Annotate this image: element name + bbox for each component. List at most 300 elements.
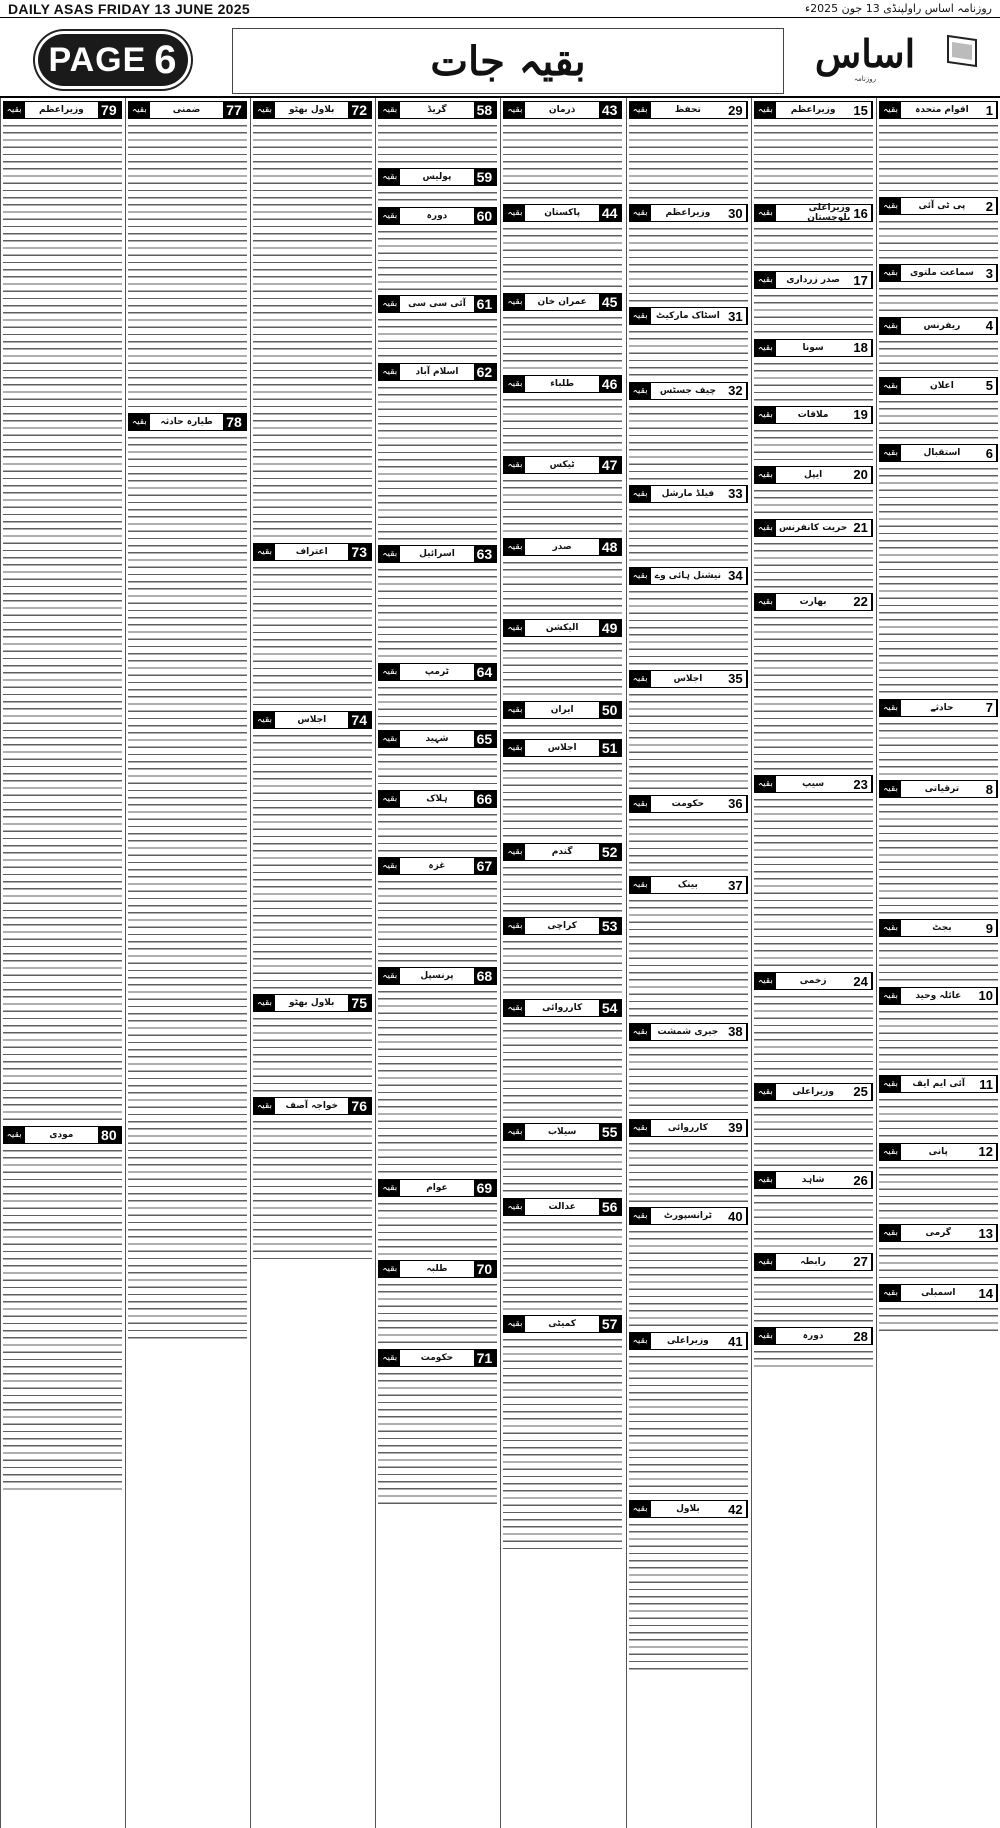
continuation-number: 26 [850,1172,871,1188]
continuation-title: ایپل [804,469,823,480]
continuation-text [3,1146,122,1492]
continuation-number: 18 [850,340,871,356]
baqiya-label: بقیہ [755,594,776,610]
top-dateline [0,0,1000,18]
baqiya-label: بقیہ [880,445,901,461]
urdu-date-line: روزنامہ اساس راولپنڈی 13 جون 2025ء [804,2,992,15]
continuation-title: عوام [426,1182,448,1193]
continuation-title: ملاقات [797,409,829,420]
continuations-grid [0,96,1000,1828]
continuation-title: سونا [802,342,824,353]
continuation-24 [754,972,873,1078]
continuation-number: 29 [725,102,746,118]
continuation-title: گریڈ [427,105,447,115]
continuation-title: حکومت [671,798,705,809]
continuation-header [503,204,622,222]
continuation-header [629,1207,748,1225]
continuation-number: 54 [599,1000,622,1016]
continuation-number: 52 [599,844,622,860]
continuation-title: طیارہ حادثہ [160,417,213,427]
continuation-number: 11 [976,1076,997,1092]
continuation-5 [879,377,998,440]
continuation-text [503,1143,622,1193]
continuation-text [503,1019,622,1120]
continuation-title: اسلام آباد [415,366,459,377]
continuation-text [754,1347,873,1369]
continuation-header [879,987,998,1005]
continuation-6 [879,444,998,694]
continuation-number: 7 [983,700,997,716]
baqiya-label: بقیہ [880,988,901,1004]
continuation-19 [754,406,873,462]
continuation-text [378,810,497,853]
continuation-38 [629,1023,748,1115]
continuation-header [629,670,748,688]
continuation-header [378,1260,497,1278]
continuation-title: جیری شمشت [657,1026,719,1037]
continuation-39 [629,1119,748,1204]
continuation-text [629,1352,748,1496]
continuation-text [253,121,372,539]
baqiya-label: بقیہ [504,294,525,310]
continuation-number: 8 [983,781,997,797]
continuation-title: کارروائی [542,1002,583,1013]
column-8 [0,98,124,1828]
continuation-76 [253,1097,372,1261]
continuation-70 [378,1260,497,1345]
continuation-number: 40 [725,1208,746,1224]
continuation-title: نیشنل ہائی وے [654,570,721,581]
continuation-28 [754,1327,873,1369]
continuation-78 [128,413,247,1340]
continuation-header [378,967,497,985]
continuation-number: 74 [348,712,371,728]
continuation-text [879,397,998,440]
continuation-title: ٹیکس [549,460,575,471]
continuation-text [3,121,122,1122]
continuation-title: بلاول بھٹو [289,997,335,1008]
continuation-number: 10 [976,988,997,1004]
continuation-header [629,876,748,894]
column-4 [500,98,624,1828]
continuation-title: حکومت [420,1352,454,1363]
continuation-number: 30 [725,205,746,221]
continuation-title: آئی ایم ایف [912,1079,965,1090]
continuation-title: اجلاس [297,714,327,725]
continuation-41 [629,1332,748,1496]
continuation-header [879,197,998,215]
continuation-text [503,224,622,289]
continuation-text [503,1218,622,1312]
baqiya-label: بقیہ [880,102,901,118]
continuation-number: 6 [983,445,997,461]
continuation-header [503,701,622,719]
newspaper-logo [790,26,940,92]
continuation-57 [503,1315,622,1551]
baqiya-label: بقیہ [254,544,275,560]
continuation-header [378,790,497,808]
continuation-text [503,395,622,453]
continuation-title: اسرائیل [419,548,455,559]
baqiya-label: بقیہ [630,205,651,221]
continuation-title: اعلان [930,380,954,391]
continuation-60 [378,207,497,292]
continuation-number: 2 [983,198,997,214]
baqiya-label: بقیہ [379,664,400,680]
continuation-75 [253,994,372,1093]
continuation-header [629,567,748,585]
continuation-52 [503,843,622,913]
continuation-header [503,375,622,393]
continuation-text [378,565,497,659]
continuation-text [503,121,622,200]
continuation-text [378,1280,497,1345]
continuation-title: سیلاب [547,1127,577,1138]
baqiya-label: بقیہ [379,546,400,562]
continuation-1 [879,101,998,193]
continuation-text [754,613,873,771]
baqiya-label: بقیہ [880,1144,901,1160]
baqiya-label: بقیہ [504,102,525,118]
continuation-number: 35 [725,671,746,687]
continuation-title: وزیراعلی [667,1336,709,1347]
continuation-79 [3,101,122,1122]
continuation-header [754,775,873,793]
continuation-text [503,313,622,371]
continuation-65 [378,730,497,786]
continuation-title: کمیٹی [548,1319,577,1330]
continuation-title: چیف جسٹس [659,385,716,396]
continuation-number: 19 [850,407,871,423]
continuation-58 [378,101,497,164]
continuation-text [503,759,622,838]
continuation-73 [253,543,372,707]
page-number: 6 [154,37,178,82]
continuation-10 [879,987,998,1072]
continuation-text [629,224,748,303]
continuation-number: 43 [599,102,622,118]
baqiya-label: بقیہ [254,995,275,1011]
continuation-text [503,476,622,534]
continuation-header [754,1327,873,1345]
continuation-43 [503,101,622,200]
continuation-number: 42 [725,1501,746,1517]
baqiya-label: بقیہ [630,1024,651,1040]
baqiya-label: بقیہ [504,1316,525,1332]
baqiya-label: بقیہ [630,568,651,584]
column-6 [250,98,374,1828]
continuation-header [378,545,497,563]
continuation-22 [754,593,873,771]
continuation-title: پانی [928,1146,948,1157]
continuation-62 [378,363,497,541]
continuation-header [503,917,622,935]
baqiya-label: بقیہ [630,796,651,812]
continuation-text [754,992,873,1078]
continuation-number: 33 [725,486,746,502]
continuation-number: 51 [599,740,622,756]
continuation-37 [629,876,748,1018]
continuation-text [754,1191,873,1249]
continuation-text [503,721,622,735]
baqiya-label: بقیہ [755,340,776,356]
continuation-title: طلبہ [426,1264,448,1275]
continuation-text [879,1244,998,1280]
continuation-title: پولیس [422,172,452,183]
continuation-title: عائلہ وحید [915,990,962,1001]
continuation-header [503,739,622,757]
continuation-32 [629,382,748,481]
continuation-20 [754,466,873,515]
column-2 [751,98,875,1828]
continuation-title: اسٹاک مارکیٹ [655,311,720,322]
continuation-title: بھارت [799,596,827,607]
continuation-header [879,101,998,119]
continuation-number: 45 [599,294,622,310]
continuation-31 [629,307,748,377]
baqiya-label: بقیہ [755,102,776,118]
continuation-18 [754,339,873,402]
continuation-title: پی ٹی آئی [918,201,966,211]
continuation-47 [503,456,622,534]
continuation-number: 3 [983,265,997,281]
baqiya-label: بقیہ [630,1501,651,1517]
continuation-number: 34 [725,568,746,584]
continuation-header [879,377,998,395]
continuation-number: 25 [850,1084,871,1100]
continuation-4 [879,317,998,373]
continuation-40 [629,1207,748,1328]
continuation-15 [754,101,873,200]
continuation-title: وزیراعلی بلوچستان [807,203,851,224]
continuation-text [754,121,873,200]
baqiya-label: بقیہ [755,973,776,989]
baqiya-label: بقیہ [504,1000,525,1016]
continuation-number: 4 [983,318,997,334]
continuation-header [879,1143,998,1161]
continuation-text [503,863,622,913]
continuation-title: الیکشن [545,623,579,634]
continuation-77 [128,101,247,409]
continuation-title: مودی [49,1129,74,1140]
continuation-header [503,1123,622,1141]
baqiya-label: بقیہ [630,1333,651,1349]
continuation-header [253,101,372,119]
continuation-text [879,284,998,313]
baqiya-label: بقیہ [880,700,901,716]
continuation-number: 44 [599,205,622,221]
continuation-text [253,563,372,707]
continuation-title: سماعت ملتوی [909,268,974,279]
continuation-title: زخمی [799,976,827,987]
baqiya-label: بقیہ [504,918,525,934]
continuation-text [503,639,622,697]
continuation-71 [378,1349,497,1506]
continuation-text [879,1007,998,1072]
continuation-text [629,1520,748,1671]
continuation-text [503,1335,622,1551]
continuation-number: 36 [725,796,746,812]
continuation-header [629,1119,748,1137]
continuation-53 [503,917,622,995]
continuation-16 [754,204,873,267]
continuation-text [629,402,748,481]
continuation-49 [503,619,622,697]
continuation-text [629,690,748,791]
continuation-45 [503,293,622,371]
baqiya-label: بقیہ [630,383,651,399]
continuation-33 [629,485,748,563]
continuation-title: وزیراعلی [792,1086,834,1097]
continuation-text [378,227,497,292]
continuation-number: 80 [98,1127,121,1143]
continuation-text [378,877,497,963]
baqiya-label: بقیہ [630,486,651,502]
continuation-number: 1 [983,102,997,118]
continuation-text [754,359,873,402]
continuation-number: 70 [474,1261,497,1277]
continuation-number: 28 [850,1328,871,1344]
continuation-header [378,101,497,119]
baqiya-label: بقیہ [504,844,525,860]
baqiya-label: بقیہ [379,1180,400,1196]
continuation-text [629,327,748,377]
continuation-number: 61 [474,296,497,312]
continuation-header [128,413,247,431]
continuation-number: 67 [474,858,497,874]
continuation-title: ریفرنس [923,320,961,331]
continuation-header [629,795,748,813]
continuation-number: 32 [725,383,746,399]
continuation-header [503,843,622,861]
continuation-text [629,1043,748,1115]
continuation-9 [879,919,998,982]
continuation-text [879,939,998,982]
baqiya-label: بقیہ [755,520,776,536]
continuation-text [378,188,497,202]
continuation-text [879,719,998,777]
section-banner [232,28,784,94]
continuation-text [879,121,998,193]
continuation-number: 20 [850,467,871,483]
continuation-text [754,1103,873,1168]
continuation-number: 12 [976,1144,997,1160]
continuation-header [378,207,497,225]
continuation-63 [378,545,497,659]
continuation-title: بلاول [676,1504,700,1515]
continuation-number: 21 [850,520,871,536]
column-5 [375,98,499,1828]
baqiya-label: بقیہ [880,920,901,936]
baqiya-label: بقیہ [504,205,525,221]
continuation-text [754,224,873,267]
continuation-title: استقبال [923,448,961,459]
continuation-header [629,204,748,222]
continuation-number: 39 [725,1120,746,1136]
baqiya-label: بقیہ [379,102,400,118]
continuation-number: 72 [348,102,371,118]
continuation-text [879,217,998,260]
continuation-text [378,750,497,786]
continuation-text [879,337,998,373]
baqiya-label: بقیہ [4,102,25,118]
continuation-title: اعتراف [295,546,328,557]
continuation-header [879,780,998,798]
continuation-title: غزہ [428,860,446,871]
continuation-number: 68 [474,968,497,984]
continuation-title: عمران خان [537,296,587,307]
continuation-title: خواجہ آصف [285,1100,339,1111]
continuation-title: عدالت [548,1201,576,1212]
continuation-title: شہید [425,733,449,744]
continuation-header [253,543,372,561]
continuation-number: 22 [850,594,871,610]
continuation-number: 59 [474,169,497,185]
continuation-header [629,1332,748,1350]
continuation-title: حریت کانفرنس [778,522,848,533]
continuation-number: 69 [474,1180,497,1196]
continuation-number: 41 [725,1333,746,1349]
continuation-title: ہلاک [426,793,448,804]
continuation-text [629,1139,748,1204]
baqiya-label: بقیہ [755,1084,776,1100]
continuation-title: اقوام متحدہ [915,105,969,115]
continuation-number: 53 [599,918,622,934]
continuation-50 [503,701,622,735]
continuation-text [629,1227,748,1328]
continuation-number: 71 [474,1350,497,1366]
continuation-51 [503,739,622,838]
baqiya-label: بقیہ [379,731,400,747]
continuation-header [754,972,873,990]
continuation-title: ضمنی [172,105,201,115]
continuation-14 [879,1284,998,1333]
continuation-number: 58 [474,102,497,118]
continuation-text [378,1199,497,1257]
continuation-text [629,896,748,1018]
continuation-48 [503,538,622,616]
baqiya-label: بقیہ [379,858,400,874]
continuation-text [879,1095,998,1138]
continuation-text [754,291,873,334]
continuation-title: گندم [551,846,573,857]
continuation-number: 56 [599,1199,622,1215]
continuation-text [629,121,748,200]
continuation-text [378,1369,497,1506]
continuation-header [879,1075,998,1093]
baqiya-label: بقیہ [880,318,901,334]
continuation-56 [503,1198,622,1312]
baqiya-label: بقیہ [379,364,400,380]
continuation-header [754,1253,873,1271]
continuation-title: رابطہ [800,1256,826,1267]
continuation-title: وزیراعظم [790,105,836,115]
column-7 [125,98,249,1828]
baqiya-label: بقیہ [630,308,651,324]
continuation-title: کراچی [547,920,577,931]
baqiya-label: بقیہ [630,671,651,687]
continuation-59 [378,168,497,202]
baqiya-label: بقیہ [755,1172,776,1188]
continuation-header [629,101,748,119]
continuation-number: 63 [474,546,497,562]
continuation-64 [378,663,497,726]
column-1 [876,98,1000,1828]
continuation-header [879,317,998,335]
continuation-header [378,730,497,748]
continuation-text [128,121,247,409]
continuation-header [879,1284,998,1302]
